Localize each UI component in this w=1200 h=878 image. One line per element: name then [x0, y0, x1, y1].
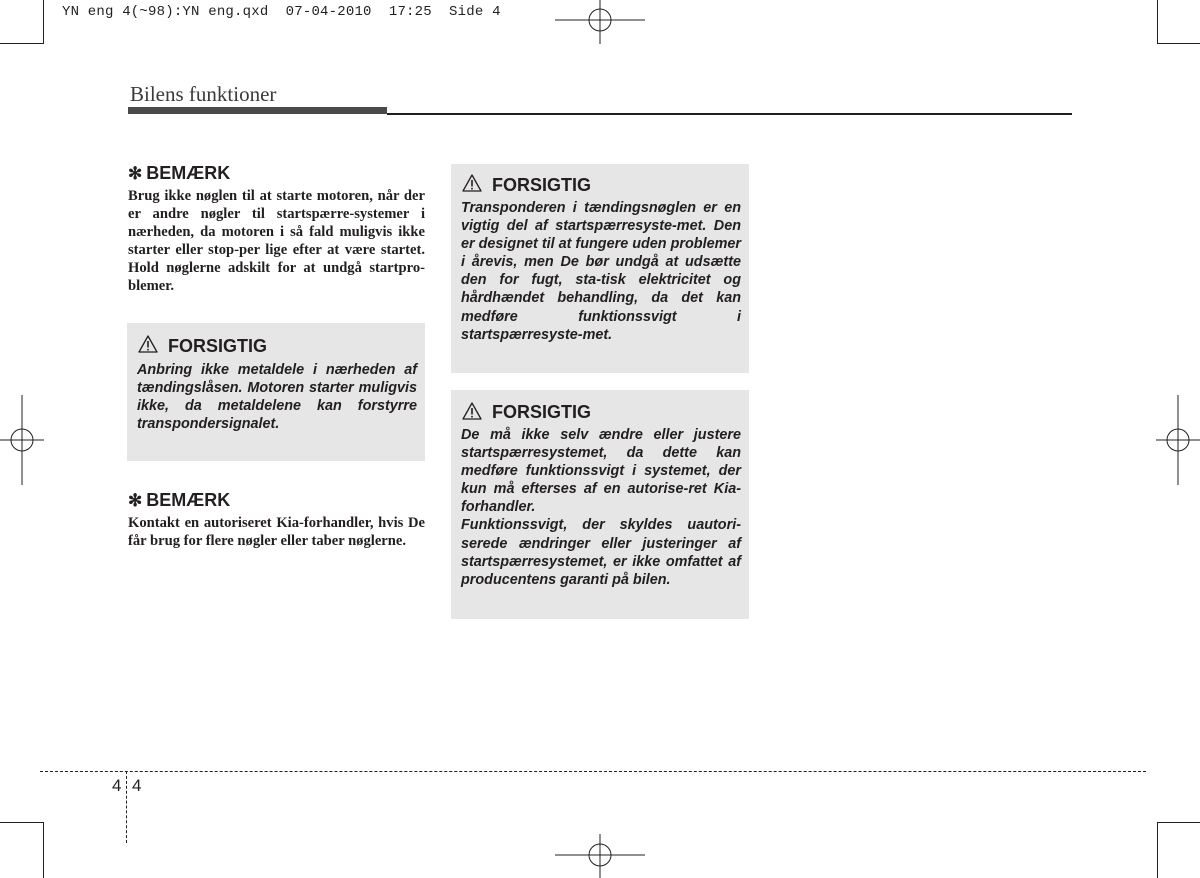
note-body-1: Brug ikke nøglen til at starte motoren, når der er andre nøgler til startspærre-systemer i nærheden, da motoren i så fald muligvis ikke starter eller stop-per lige efter at være startet. Hold nøglerne adskilt for at undgå startpro-blemer.: [128, 188, 425, 295]
caution-paragraph-1: De må ikke selv ændre eller justere startspærresystemet, da dette kan medføre funktionssvigt i systemet, der kun må efterses af en autorise-ret Kia-forhandler.: [461, 427, 741, 516]
note-heading-2: [128, 490, 230, 511]
crop-mark-bottom-left-vertical: [43, 822, 44, 878]
print-slug: YN eng 4(~98):YN eng.qxd 07-04-2010 17:25 Side 4: [62, 4, 501, 20]
header-rule-thin: [387, 113, 1072, 115]
caution-title-2: FORSIGTIG: [492, 175, 591, 195]
caution-box-1: [127, 323, 425, 461]
crop-mark-top-right-vertical: [1157, 0, 1158, 44]
header-rule-thick: [128, 107, 387, 114]
registration-mark-right-icon: [1156, 395, 1200, 485]
note-title-1: BEMÆRK: [146, 163, 231, 183]
note-heading-1: [128, 163, 230, 184]
crop-mark-top-left-vertical: [43, 0, 44, 44]
caution-body-2: Transponderen i tændingsnøglen er en vigtig del af startspærresyste-met. Den er designet til at fungere uden problemer i årevis, men De bør undgå at udsætte den for fugt, sta-tisk elektricitet og hårdhændet behandling, da det kan medføre funktionssvigt i startspærresyste-met.: [461, 200, 741, 343]
caution-box-2: [451, 164, 749, 373]
footer-dashed-divider: [126, 771, 127, 843]
caution-title-3: FORSIGTIG: [492, 402, 591, 422]
asterisk-icon: ✻: [128, 164, 143, 183]
warning-triangle-icon: [462, 402, 482, 420]
section-title: Bilens funktioner: [130, 82, 277, 106]
note-body-2: Kontakt en autoriseret Kia-forhandler, hvis De får brug for flere nøgler eller taber nøglerne.: [128, 515, 425, 550]
crop-mark-bottom-right-horizontal: [1157, 822, 1200, 823]
caution-paragraph-2: Funktionssvigt, der skyldes uautori-serede ændringer eller justeringer af startspærresystemet, er ikke omfattet af producentens garanti på bilen.: [461, 517, 741, 588]
chapter-number: 4: [112, 776, 122, 795]
warning-triangle-icon: [462, 174, 482, 192]
crop-mark-bottom-left-horizontal: [0, 822, 44, 823]
caution-title-1: FORSIGTIG: [168, 336, 267, 356]
caution-body-3: [461, 426, 741, 589]
registration-mark-top-icon: [555, 0, 645, 44]
caution-box-3: [451, 390, 749, 619]
page-number: 4: [132, 776, 142, 795]
footer-dashed-rule: [40, 771, 1146, 772]
note-title-2: BEMÆRK: [146, 490, 231, 510]
registration-mark-left-icon: [0, 395, 44, 485]
asterisk-icon: ✻: [128, 491, 143, 510]
caution-body-1: Anbring ikke metaldele i nærheden af tændingslåsen. Motoren starter muligvis ikke, da metaldelene kan forstyrre transpondersignalet.: [137, 362, 417, 433]
crop-mark-bottom-right-vertical: [1157, 822, 1158, 878]
warning-triangle-icon: [138, 335, 158, 353]
registration-mark-bottom-icon: [555, 834, 645, 878]
crop-mark-top-left-horizontal: [0, 43, 44, 44]
crop-mark-top-right-horizontal: [1157, 43, 1200, 44]
